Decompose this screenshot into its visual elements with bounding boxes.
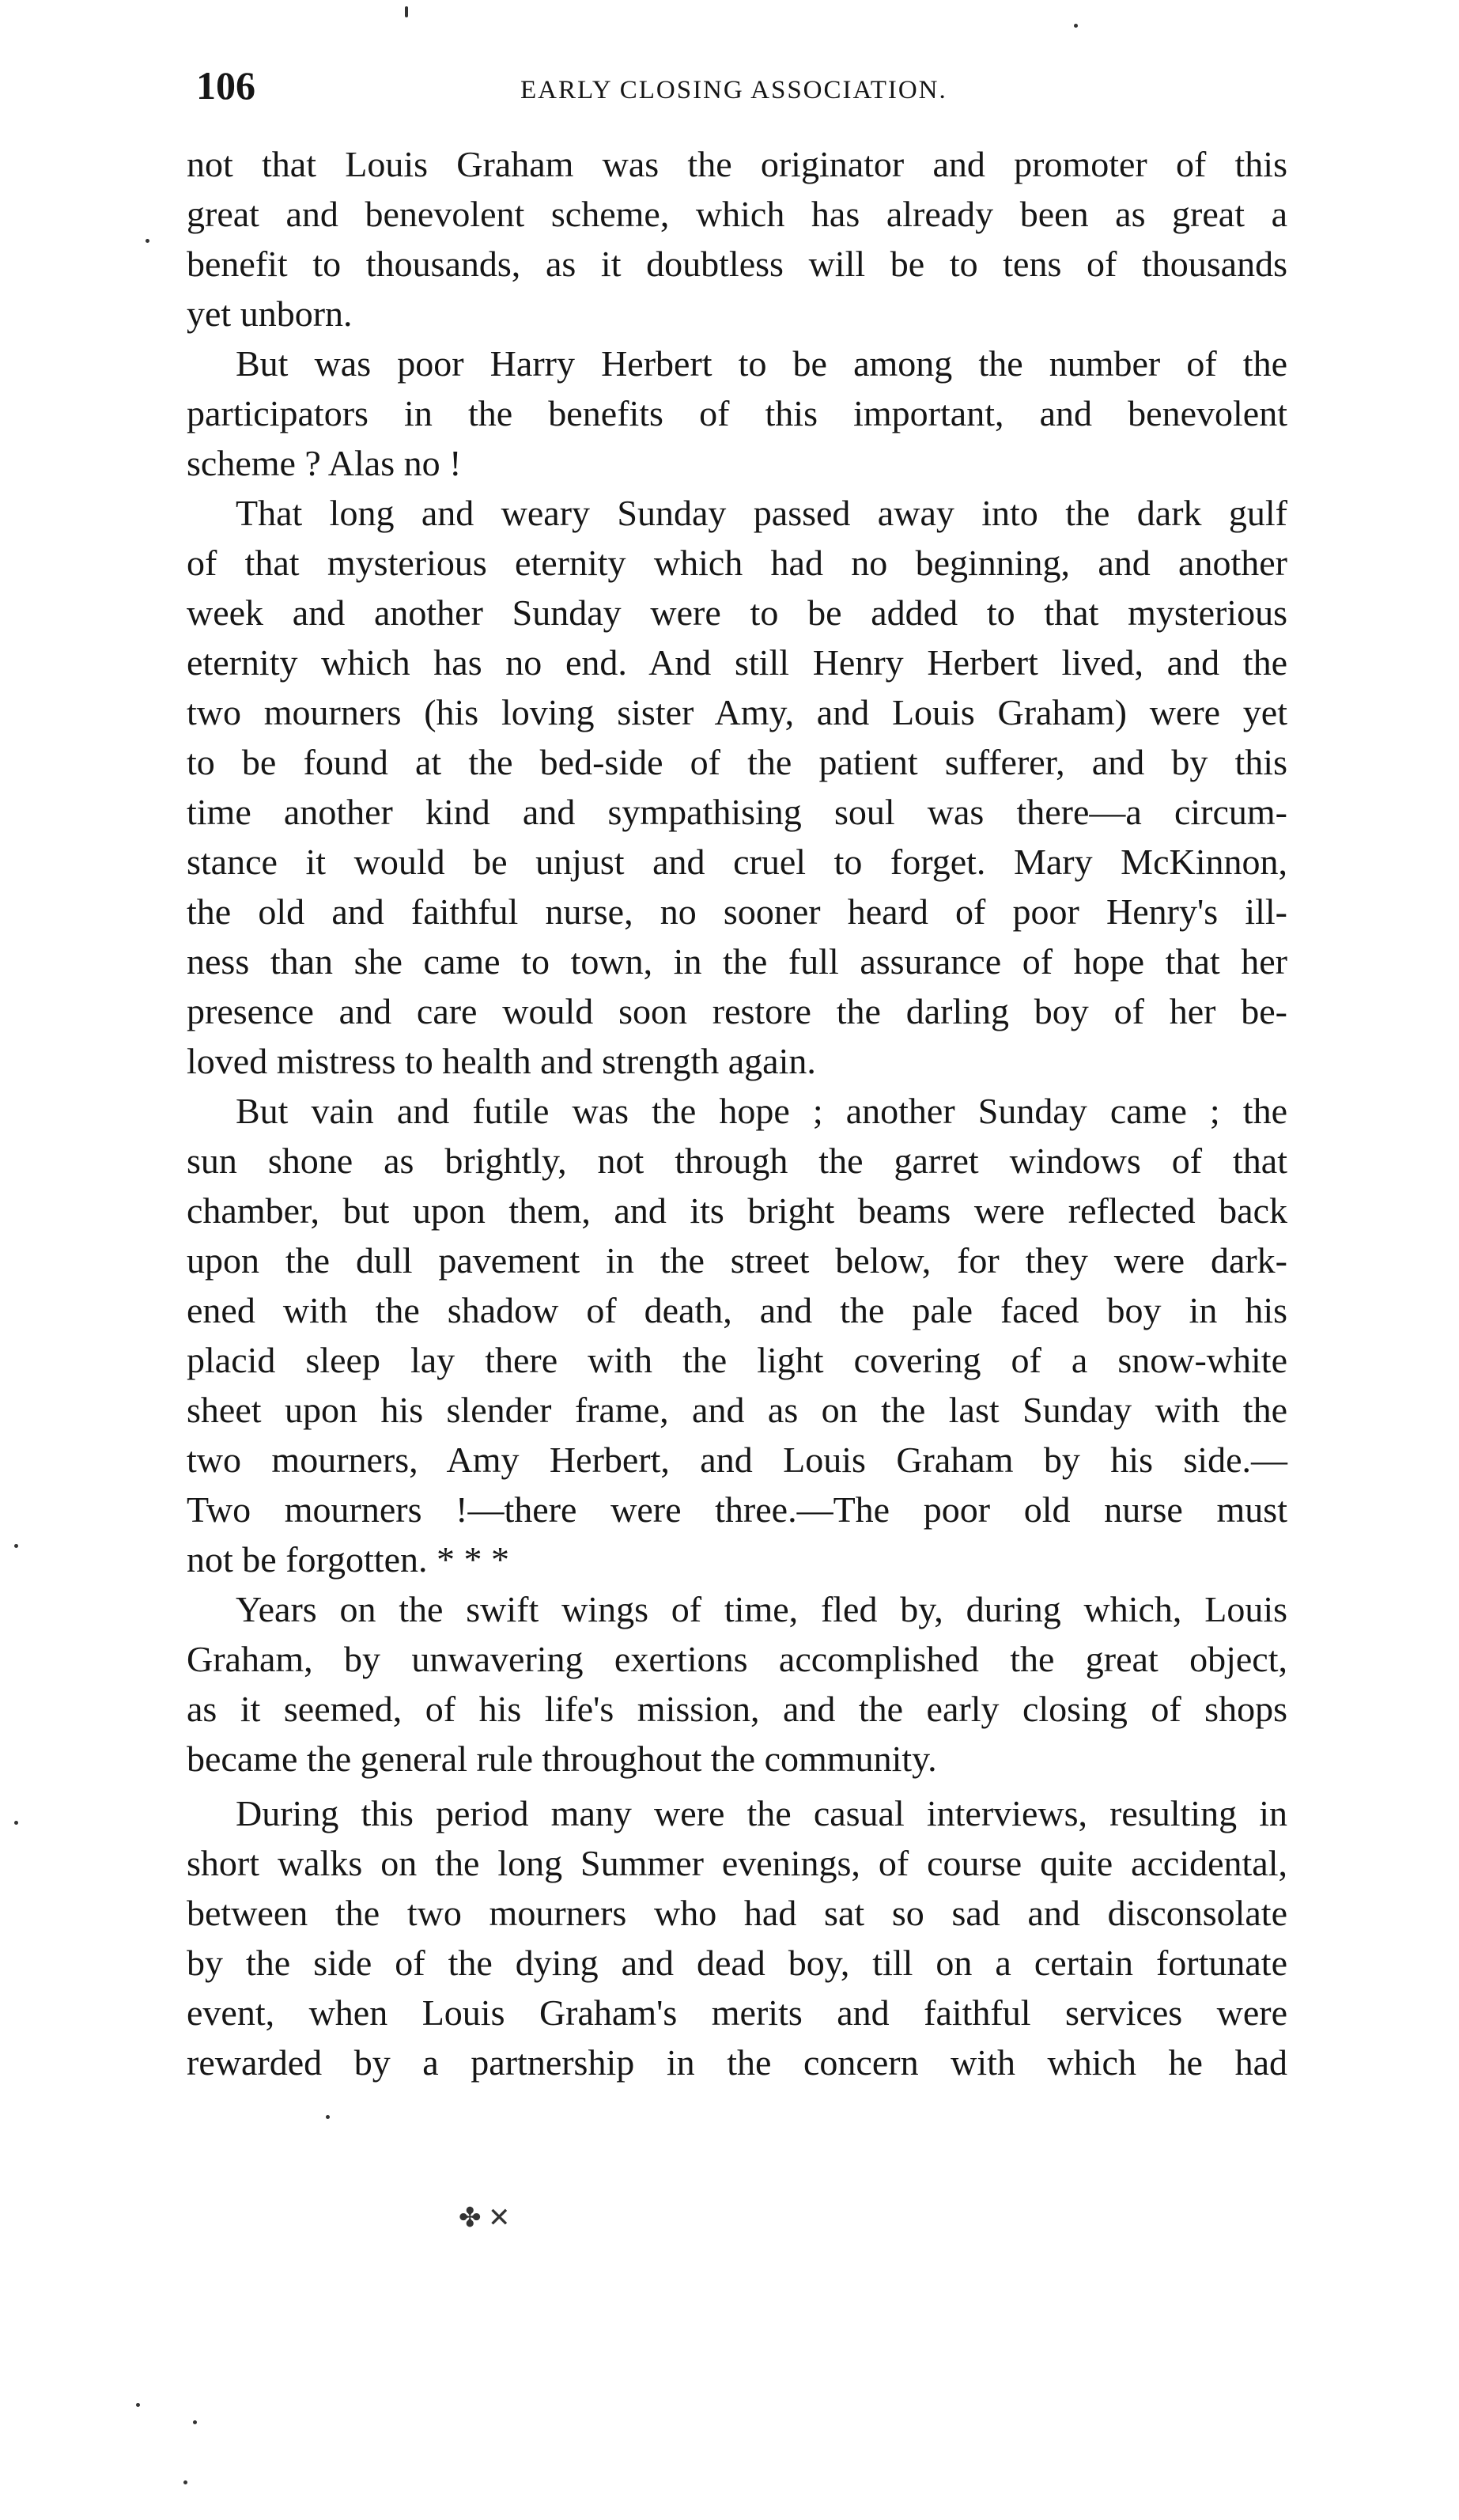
text-line: great and benevolent scheme, which has already been as great a xyxy=(187,194,1287,234)
body-text xyxy=(187,139,1287,2087)
text-line: But was poor Harry Herbert to be among the number of the xyxy=(236,343,1287,384)
scan-speck xyxy=(136,2403,140,2407)
text-line: not be forgotten. * * * xyxy=(187,1539,509,1580)
text-line: ness than she came to town, in the full assurance of hope that her xyxy=(187,941,1287,982)
text-line: benefit to thousands, as it doubtless will be to tens of thousands xyxy=(187,244,1287,284)
scan-speck xyxy=(183,2480,187,2484)
text-line: short walks on the long Summer evenings, of course quite accidental, xyxy=(187,1843,1287,1883)
text-line: scheme ? Alas no ! xyxy=(187,443,462,483)
text-line: two mourners (his loving sister Amy, and Louis Graham) were yet xyxy=(187,692,1287,732)
text-line: That long and weary Sunday passed away into the dark gulf xyxy=(236,493,1287,533)
text-line: to be found at the bed-side of the patient sufferer, and by this xyxy=(187,742,1287,782)
scan-speck xyxy=(193,2420,197,2424)
text-line: Graham, by unwavering exertions accomplished the great object, xyxy=(187,1639,1287,1679)
text-line: the old and faithful nurse, no sooner heard of poor Henry's ill- xyxy=(187,891,1287,932)
paragraph-2 xyxy=(187,339,1287,488)
text-line: by the side of the dying and dead boy, till on a certain fortunate xyxy=(187,1943,1287,1983)
paragraph-3 xyxy=(187,488,1287,1086)
text-line: two mourners, Amy Herbert, and Louis Graham by his side.— xyxy=(187,1440,1287,1480)
text-line: week and another Sunday were to be added to that mysterious xyxy=(187,592,1287,633)
text-line: stance it would be unjust and cruel to forget. Mary McKinnon, xyxy=(187,842,1287,882)
scan-speck xyxy=(146,239,149,243)
text-line: not that Louis Graham was the originator and promoter of this xyxy=(187,144,1287,184)
text-line: Years on the swift wings of time, fled by, during which, Louis xyxy=(236,1589,1287,1629)
text-line: Two mourners !—there were three.—The poor old nurse must xyxy=(187,1489,1287,1530)
text-line: yet unborn. xyxy=(187,293,353,334)
text-line: eternity which has no end. And still Henry Herbert lived, and the xyxy=(187,642,1287,683)
running-head: EARLY CLOSING ASSOCIATION. xyxy=(520,76,947,104)
text-line: presence and care would soon restore the darling boy of her be- xyxy=(187,991,1287,1031)
paragraph-4 xyxy=(187,1086,1287,1584)
text-line: During this period many were the casual interviews, resulting in xyxy=(236,1793,1287,1833)
text-line: became the general rule throughout the community. xyxy=(187,1739,937,1779)
scan-speck xyxy=(326,2115,330,2119)
page-header xyxy=(196,57,1287,120)
text-line: placid sleep lay there with the light covering of a snow-white xyxy=(187,1340,1287,1380)
text-line: upon the dull pavement in the street below, for they were dark- xyxy=(187,1240,1287,1281)
text-line: rewarded by a partnership in the concern with which he had xyxy=(187,2042,1287,2083)
text-line: chamber, but upon them, and its bright beams were reflected back xyxy=(187,1190,1287,1231)
paragraph-1 xyxy=(187,139,1287,339)
text-line: as it seemed, of his life's mission, and the early closing of shops xyxy=(187,1689,1287,1729)
scan-speck xyxy=(14,1544,18,1548)
page-number: 106 xyxy=(196,63,255,108)
footer-ornament: ✤ ✕ xyxy=(459,2204,511,2233)
text-line: of that mysterious eternity which had no beginning, and another xyxy=(187,543,1287,583)
text-line: But vain and futile was the hope ; another Sunday came ; the xyxy=(236,1091,1287,1131)
paragraph-6 xyxy=(187,1788,1287,2087)
text-line: event, when Louis Graham's merits and faithful services were xyxy=(187,1992,1287,2033)
text-line: between the two mourners who had sat so sad and disconsolate xyxy=(187,1893,1287,1933)
text-line: time another kind and sympathising soul was there—a circum- xyxy=(187,792,1287,832)
text-line: participators in the benefits of this important, and benevolent xyxy=(187,393,1287,433)
text-line: sheet upon his slender frame, and as on the last Sunday with the xyxy=(187,1390,1287,1430)
text-line: ened with the shadow of death, and the pale faced boy in his xyxy=(187,1290,1287,1330)
text-line: sun shone as brightly, not through the garret windows of that xyxy=(187,1141,1287,1181)
text-line: loved mistress to health and strength again. xyxy=(187,1041,816,1081)
scan-speck xyxy=(1074,24,1078,28)
scan-speck xyxy=(14,1821,18,1825)
paragraph-5 xyxy=(187,1584,1287,1784)
scan-speck xyxy=(405,6,408,17)
